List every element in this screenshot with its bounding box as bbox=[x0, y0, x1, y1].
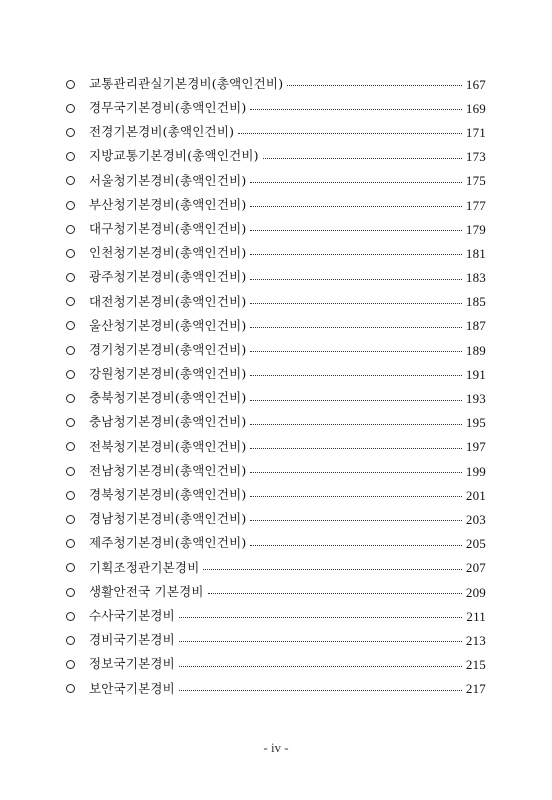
dot-leader bbox=[250, 374, 461, 376]
toc-entry-page: 211 bbox=[466, 608, 486, 624]
toc-entry-page: 193 bbox=[465, 391, 486, 407]
circle-bullet-icon bbox=[66, 273, 75, 282]
toc-entry[interactable] bbox=[66, 266, 486, 290]
dot-leader bbox=[250, 302, 461, 304]
dot-leader bbox=[179, 640, 462, 642]
circle-bullet-icon bbox=[66, 249, 75, 258]
toc-entry[interactable] bbox=[66, 290, 486, 314]
toc-entry[interactable] bbox=[66, 435, 486, 459]
toc-entry-label: 대전청기본경비(총액인건비) bbox=[89, 293, 247, 309]
toc-entry-page: 201 bbox=[465, 487, 486, 503]
toc-entry-label: 정보국기본경비 bbox=[89, 656, 175, 672]
toc-entry-label: 기획조정관기본경비 bbox=[89, 559, 200, 575]
circle-bullet-icon bbox=[66, 321, 75, 330]
toc-entry[interactable] bbox=[66, 72, 486, 96]
toc-entry[interactable] bbox=[66, 169, 486, 193]
toc-entry-label: 경무국기본경비(총액인건비) bbox=[89, 100, 247, 116]
toc-entry-label: 경북청기본경비(총액인건비) bbox=[89, 487, 247, 503]
dot-leader bbox=[208, 592, 462, 594]
circle-bullet-icon bbox=[66, 297, 75, 306]
toc-entry[interactable] bbox=[66, 653, 486, 677]
toc-entry-page: 183 bbox=[465, 270, 486, 286]
toc-entry-label: 부산청기본경비(총액인건비) bbox=[89, 196, 247, 212]
circle-bullet-icon bbox=[66, 491, 75, 500]
toc-entry-page: 197 bbox=[465, 439, 486, 455]
toc-entry-page: 187 bbox=[465, 318, 486, 334]
toc-entry[interactable] bbox=[66, 120, 486, 144]
dot-leader bbox=[250, 519, 461, 521]
toc-entry[interactable] bbox=[66, 338, 486, 362]
toc-entry-label: 서울청기본경비(총액인건비) bbox=[89, 172, 247, 188]
toc-entry-page: 215 bbox=[465, 657, 486, 673]
toc-entry-page: 169 bbox=[465, 100, 486, 116]
dot-leader bbox=[179, 616, 462, 618]
toc-entry-page: 203 bbox=[465, 511, 486, 527]
toc-entry-page: 173 bbox=[465, 149, 486, 165]
toc-entry-page: 185 bbox=[465, 294, 486, 310]
toc-entry-label: 충북청기본경비(총액인건비) bbox=[89, 390, 247, 406]
toc-entry[interactable] bbox=[66, 96, 486, 120]
toc-entry-label: 대구청기본경비(총액인건비) bbox=[89, 220, 247, 236]
dot-leader bbox=[250, 229, 461, 231]
toc-entry-page: 205 bbox=[465, 536, 486, 552]
toc-entry[interactable] bbox=[66, 628, 486, 652]
dot-leader bbox=[250, 108, 461, 110]
dot-leader bbox=[250, 205, 461, 207]
circle-bullet-icon bbox=[66, 588, 75, 597]
dot-leader bbox=[250, 423, 461, 425]
toc-entry-label: 제주청기본경비(총액인건비) bbox=[89, 535, 247, 551]
toc-entry[interactable] bbox=[66, 556, 486, 580]
toc-entry-label: 교통관리관실기본경비(총액인건비) bbox=[89, 75, 284, 91]
toc-entry[interactable] bbox=[66, 193, 486, 217]
dot-leader bbox=[250, 181, 461, 183]
dot-leader bbox=[250, 544, 461, 546]
circle-bullet-icon bbox=[66, 418, 75, 427]
circle-bullet-icon bbox=[66, 539, 75, 548]
toc-entry[interactable] bbox=[66, 483, 486, 507]
toc-entry-page: 217 bbox=[465, 681, 486, 697]
circle-bullet-icon bbox=[66, 515, 75, 524]
toc-entry[interactable] bbox=[66, 507, 486, 531]
circle-bullet-icon bbox=[66, 152, 75, 161]
toc-entry[interactable] bbox=[66, 411, 486, 435]
toc-entry-label: 인천청기본경비(총액인건비) bbox=[89, 245, 247, 261]
dot-leader bbox=[250, 399, 461, 401]
toc-entry-page: 189 bbox=[465, 342, 486, 358]
circle-bullet-icon bbox=[66, 467, 75, 476]
circle-bullet-icon bbox=[66, 80, 75, 89]
toc-entry-label: 지방교통기본경비(총액인건비) bbox=[89, 148, 259, 164]
circle-bullet-icon bbox=[66, 684, 75, 693]
toc-entry-page: 175 bbox=[465, 173, 486, 189]
circle-bullet-icon bbox=[66, 225, 75, 234]
toc-entry-page: 213 bbox=[465, 632, 486, 648]
circle-bullet-icon bbox=[66, 346, 75, 355]
toc-entry-page: 167 bbox=[465, 76, 486, 92]
toc-entry-page: 195 bbox=[465, 415, 486, 431]
circle-bullet-icon bbox=[66, 104, 75, 113]
dot-leader bbox=[179, 665, 462, 667]
toc-entry-label: 보안국기본경비 bbox=[89, 680, 175, 696]
toc-entry[interactable] bbox=[66, 459, 486, 483]
toc-entry-page: 177 bbox=[465, 197, 486, 213]
toc-entry-label: 전북청기본경비(총액인건비) bbox=[89, 438, 247, 454]
toc-entry-label: 경기청기본경비(총액인건비) bbox=[89, 341, 247, 357]
table-of-contents bbox=[66, 72, 486, 701]
dot-leader bbox=[263, 157, 462, 159]
circle-bullet-icon bbox=[66, 201, 75, 210]
toc-entry[interactable] bbox=[66, 362, 486, 386]
toc-entry[interactable] bbox=[66, 677, 486, 701]
toc-entry[interactable] bbox=[66, 386, 486, 410]
toc-entry[interactable] bbox=[66, 241, 486, 265]
toc-entry-page: 179 bbox=[465, 221, 486, 237]
toc-entry-page: 209 bbox=[465, 584, 486, 600]
toc-entry-page: 191 bbox=[465, 366, 486, 382]
toc-entry-label: 전경기본경비(총액인건비) bbox=[89, 124, 235, 140]
toc-entry-label: 울산청기본경비(총액인건비) bbox=[89, 317, 247, 333]
dot-leader bbox=[250, 350, 461, 352]
circle-bullet-icon bbox=[66, 442, 75, 451]
circle-bullet-icon bbox=[66, 636, 75, 645]
dot-leader bbox=[238, 132, 462, 134]
toc-entry-label: 광주청기본경비(총액인건비) bbox=[89, 269, 247, 285]
dot-leader bbox=[250, 447, 461, 449]
dot-leader bbox=[250, 326, 461, 328]
circle-bullet-icon bbox=[66, 394, 75, 403]
dot-leader bbox=[250, 495, 461, 497]
circle-bullet-icon bbox=[66, 563, 75, 572]
toc-entry[interactable] bbox=[66, 217, 486, 241]
toc-entry-label: 생활안전국 기본경비 bbox=[89, 583, 204, 599]
toc-entry[interactable] bbox=[66, 145, 486, 169]
toc-entry-label: 강원청기본경비(총액인건비) bbox=[89, 366, 247, 382]
circle-bullet-icon bbox=[66, 128, 75, 137]
toc-entry-label: 전남청기본경비(총액인건비) bbox=[89, 462, 247, 478]
toc-entry-page: 207 bbox=[465, 560, 486, 576]
dot-leader bbox=[250, 278, 461, 280]
circle-bullet-icon bbox=[66, 370, 75, 379]
dot-leader bbox=[250, 253, 461, 255]
toc-entry-label: 수사국기본경비 bbox=[89, 607, 175, 623]
dot-leader bbox=[250, 471, 461, 473]
toc-entry[interactable] bbox=[66, 604, 486, 628]
circle-bullet-icon bbox=[66, 612, 75, 621]
toc-entry-label: 경비국기본경비 bbox=[89, 632, 175, 648]
dot-leader bbox=[179, 689, 462, 691]
dot-leader bbox=[287, 84, 462, 86]
page-number: - iv - bbox=[263, 740, 289, 755]
toc-entry[interactable] bbox=[66, 532, 486, 556]
toc-entry-page: 181 bbox=[465, 245, 486, 261]
toc-entry-page: 171 bbox=[465, 124, 486, 140]
toc-entry-label: 충남청기본경비(총액인건비) bbox=[89, 414, 247, 430]
toc-entry-page: 199 bbox=[465, 463, 486, 479]
dot-leader bbox=[203, 568, 461, 570]
toc-entry[interactable] bbox=[66, 580, 486, 604]
circle-bullet-icon bbox=[66, 660, 75, 669]
toc-entry-label: 경남청기본경비(총액인건비) bbox=[89, 511, 247, 527]
circle-bullet-icon bbox=[66, 176, 75, 185]
toc-entry[interactable] bbox=[66, 314, 486, 338]
